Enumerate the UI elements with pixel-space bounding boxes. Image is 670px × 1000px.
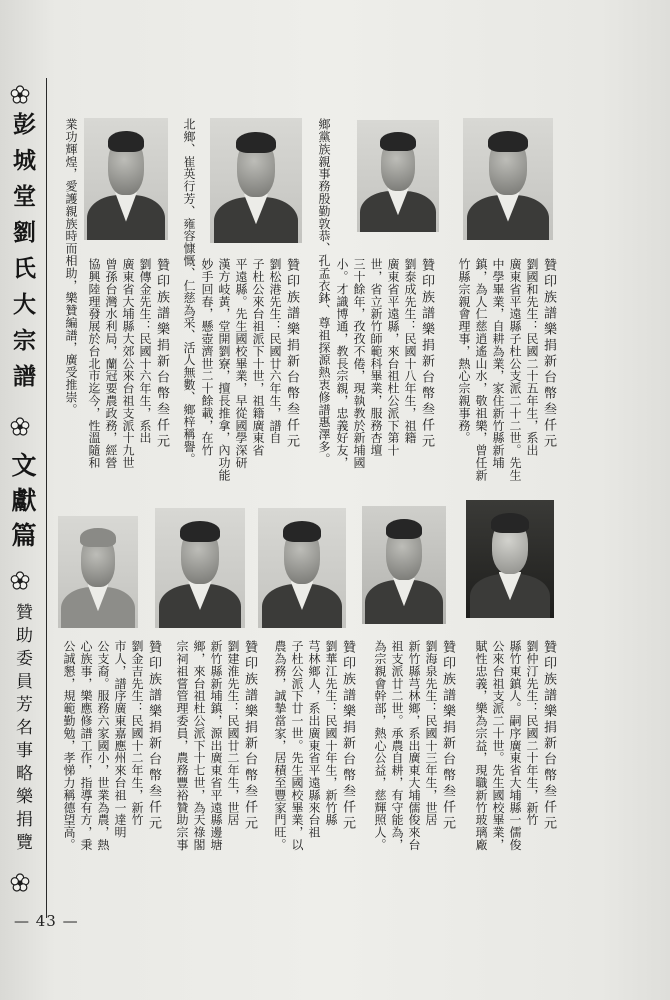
bio-line: 劉海泉先生：民國十三年生，世居 <box>424 640 438 826</box>
portrait-photo <box>357 120 439 232</box>
donation-heading: 贊印族譜樂捐新台幣叁仟元 <box>146 640 161 832</box>
donation-heading: 贊印族譜樂捐新台幣叁仟元 <box>541 640 556 832</box>
bio-line: 曾孫台灣水利局，蘭冠要農政務，經營 <box>104 258 118 469</box>
bio-line: 新竹縣新埔鎮，源出廣東省平遠縣邊塘 <box>209 640 223 851</box>
bio-line: 為宗親會幹部，熱心公益，慈輝照人。 <box>373 640 387 851</box>
bio-line: 鄉，來台祖杜公派下十七世，為天祿閣 <box>192 640 206 851</box>
portrait-photo <box>58 516 138 628</box>
bio-line: 芎林鄉人，系出廣東省平遠縣來台祖 <box>307 640 321 839</box>
bio-line: 宗祠祖嘗管理委員，農務豐裕贊助宗事 <box>175 640 189 851</box>
page-number: — 43 — <box>14 912 79 930</box>
bio-continuation <box>62 118 79 418</box>
plum-blossom-icon <box>9 570 31 592</box>
donation-heading: 贊印族譜樂捐新台幣叁仟元 <box>284 258 299 450</box>
bio-line: 廣東省平遠縣子杜公支派二十二世。先生 <box>508 258 522 482</box>
bio-line: 公支裔。服務六家國小，世業為農，熱 <box>96 640 110 851</box>
bio-line: 新竹縣芎林鄉，系出廣東大埔儒俊來台 <box>407 640 421 851</box>
donor-entry <box>371 640 456 868</box>
donor-entry <box>455 258 557 486</box>
bio-line: 鄉黨族親事務殷勤敦恭、孔孟衣鉢、尊祖探源熱衷修譜惠澤多。 <box>317 118 331 466</box>
bio-line: 劉華江先生：民國十年生，新竹縣 <box>324 640 338 826</box>
bio-line: 漢方岐黃，堂開劉寮，擅長推拿，內功能 <box>217 258 231 482</box>
bio-line: 竹縣宗親會理事，熱心宗親事務。 <box>457 258 471 444</box>
bio-line: 祖支派廿二世。承農自耕，有守能為， <box>390 640 404 851</box>
bio-line: 世，省立新竹師範科畢業，服務杏壇 <box>369 258 383 457</box>
donor-entry <box>85 258 170 486</box>
bio-line: 中學畢業，自耕為業，家住新竹縣新埔 <box>491 258 505 469</box>
donation-heading: 贊印族譜樂捐新台幣叁仟元 <box>440 640 455 832</box>
portrait-photo <box>258 508 346 628</box>
sidebar-rule <box>46 78 47 918</box>
portrait-photo <box>463 118 553 240</box>
donation-heading: 贊印族譜樂捐新台幣叁仟元 <box>242 640 257 832</box>
bio-line: 劉泰成先生：民國十八年生，祖籍 <box>403 258 417 444</box>
bio-line: 農為務，誠摯當家，居積至豐家門旺。 <box>273 640 287 851</box>
bio-line: 廣東省平遠縣，來台祖杜公派下第十 <box>386 258 400 457</box>
bio-line: 妙手回春，懸壺濟世二十餘載，在竹 <box>200 258 214 457</box>
portrait-photo <box>84 118 168 240</box>
bio-line: 廣東省大埔縣大郊公來台祖支派十九世 <box>121 258 135 469</box>
bio-line: 協興陸理發展於台北市迄今，性溫隨和 <box>87 258 101 469</box>
donor-entry <box>472 640 557 868</box>
bio-line: 劉金吉先生：民國十二年生，新竹 <box>130 640 144 826</box>
bio-line: 三十餘年，孜孜不倦，現執教於新埔國 <box>352 258 366 469</box>
bio-line: 劉建淮先生：民國廿二年生，世居 <box>226 640 240 826</box>
bio-line: 公誠懇，規範勤勉，孝悌力稱德望高。 <box>62 640 76 851</box>
plum-blossom-icon <box>9 84 31 106</box>
portrait-photo <box>210 118 302 243</box>
bio-line: 劉仲汀先生：民國二十年生，新竹 <box>525 640 539 826</box>
plum-blossom-icon <box>9 872 31 894</box>
donation-heading: 贊印族譜樂捐新台幣叁仟元 <box>541 258 556 450</box>
donor-entry <box>333 258 435 486</box>
bio-continuation <box>315 118 332 478</box>
donor-entry <box>60 640 162 868</box>
portrait-photo <box>466 500 554 618</box>
bio-line: 業功輝煌，愛護親族時而相助，樂贊編譜，廣受推崇。 <box>64 118 78 416</box>
bio-line: 劉松港先生：民國廿六年生，譜自 <box>268 258 282 444</box>
bio-line: 劉傳金先生：民國十六年生，系出 <box>138 258 152 444</box>
bio-line: 子杜公來台祖派下十世，祖籍廣東省 <box>251 258 265 457</box>
bio-line: 劉國和先生：民國二十五年生，系出 <box>525 258 539 457</box>
donor-entry <box>173 640 258 868</box>
section-subtitle: 贊助委員芳名事略樂捐覽 <box>12 603 32 856</box>
donor-entry <box>198 258 300 486</box>
bio-line: 子杜公派下廿一世。先生國校畢業，以 <box>290 640 304 851</box>
book-title: 彭城堂劉氏大宗譜 <box>9 112 36 400</box>
bio-line: 北鄉、崔英行芳、雍容慷慨、仁慈為采、活人無數、鄉梓稱譽。 <box>182 118 196 466</box>
donation-heading: 贊印族譜樂捐新台幣叁仟元 <box>419 258 434 450</box>
bio-line: 市人，譜序廣東嘉應州來台祖一達明 <box>113 640 127 839</box>
bio-line: 縣竹東鎮人。嗣序廣東省大埔縣一儒俊 <box>508 640 522 851</box>
section-title: 文獻篇 <box>8 452 37 557</box>
donation-heading: 贊印族譜樂捐新台幣叁仟元 <box>340 640 355 832</box>
plum-blossom-icon <box>9 416 31 438</box>
bio-line: 賦性忠義，樂為宗益，現職新竹玻璃廠 <box>474 640 488 851</box>
portrait-photo <box>155 508 245 628</box>
donation-heading: 贊印族譜樂捐新台幣叁仟元 <box>154 258 169 450</box>
bio-line: 公來台祖支派二十世。先生國校畢業， <box>491 640 505 851</box>
bio-line: 鎮，為人仁慈逍遙山水，敬祖樂，曾任新 <box>474 258 488 482</box>
portrait-photo <box>362 506 446 624</box>
donor-entry <box>271 640 356 868</box>
bio-line: 小。才識博通，教長宗親，忠義好友， <box>335 258 349 469</box>
bio-line: 心族事，樂應修譜工作，指導有方，秉 <box>79 640 93 851</box>
bio-line: 平遠縣。先生國校畢業，早從國學深研 <box>234 258 248 469</box>
bio-continuation <box>180 118 197 468</box>
